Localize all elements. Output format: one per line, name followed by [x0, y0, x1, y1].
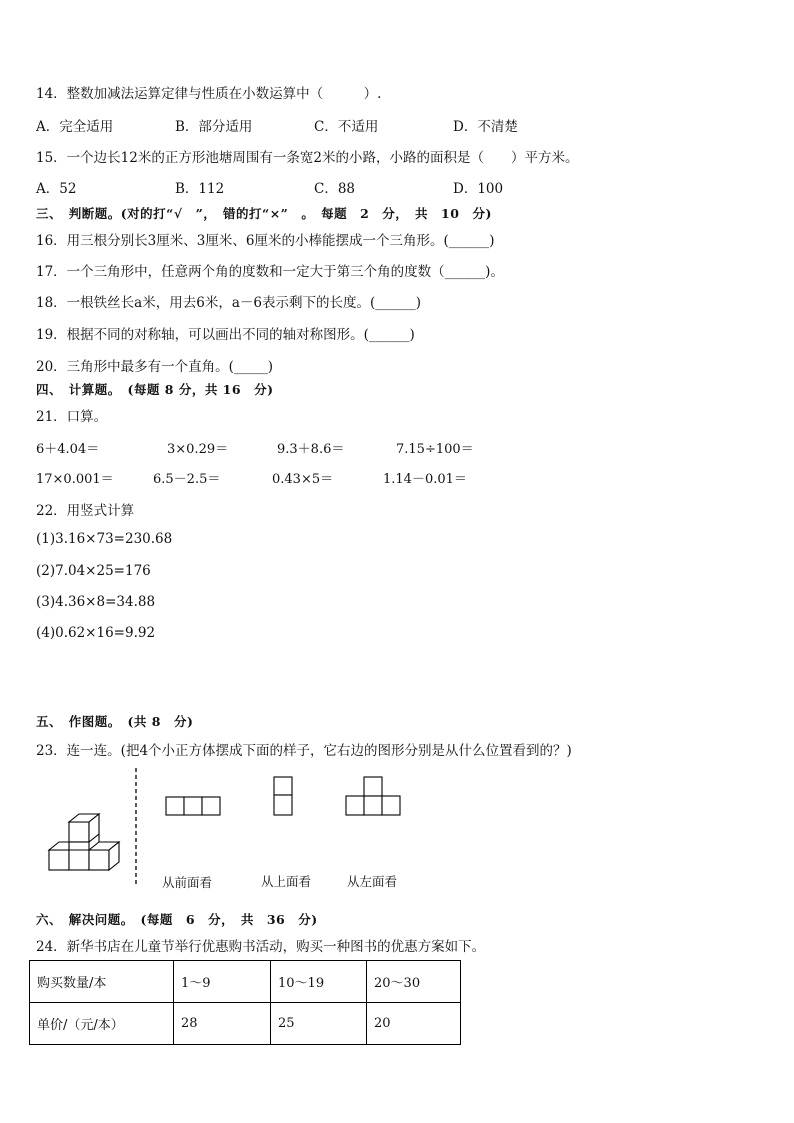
calc-item: 0.43×5＝ — [272, 472, 334, 487]
view-figure-row — [165, 796, 223, 818]
q22-item-3: (3)4.36×8=34.88 — [36, 594, 156, 610]
table-cell: 20～30 — [367, 961, 461, 1003]
q15-option-c: C．88 — [314, 181, 356, 197]
q16-stem: 16．用三根分别长3厘米、3厘米、6厘米的小棒能摆成一个三角形。(______) — [36, 233, 495, 249]
q20-stem: 20．三角形中最多有一个直角。(_____) — [36, 359, 273, 375]
q22-item-4: (4)0.62×16=9.92 — [36, 625, 156, 641]
q23-stem: 23．连一连。(把4个小正方体摆成下面的样子，它右边的图形分别是从什么位置看到的？) — [36, 743, 572, 759]
view-figure-column — [273, 776, 295, 818]
table-cell: 20 — [367, 1003, 461, 1045]
q15-option-b: B．112 — [175, 181, 225, 197]
table-row — [30, 1003, 461, 1045]
cube-stack-figure — [44, 812, 124, 876]
q14-option-b: B．部分适用 — [175, 119, 253, 135]
q19-stem: 19．根据不同的对称轴，可以画出不同的轴对称图形。(______) — [36, 327, 415, 343]
calc-item: 9.3＋8.6＝ — [277, 442, 345, 457]
calc-item: 6.5－2.5＝ — [153, 472, 221, 487]
q14-option-d: D．不清楚 — [453, 119, 518, 135]
q14-stem: 14．整数加减法运算定律与性质在小数运算中（ ）. — [36, 86, 382, 102]
calc-item: 3×0.29＝ — [167, 442, 229, 457]
q22-stem: 22．用竖式计算 — [36, 503, 135, 519]
section3-title: 三、 判断题。(对的打“√ ”， 错的打“×” 。 每题 2 分， 共 10 分) — [36, 206, 492, 221]
table-cell: 25 — [271, 1003, 367, 1045]
section4-title: 四、 计算题。 (每题 8 分，共 16 分) — [36, 382, 274, 397]
table-row — [30, 961, 461, 1003]
caption-left-view: 从左面看 — [347, 874, 398, 889]
section5-title: 五、 作图题。 (共 8 分) — [36, 714, 194, 729]
calc-item: 1.14－0.01＝ — [383, 472, 467, 487]
caption-front-view: 从前面看 — [162, 875, 213, 890]
table-cell: 10～19 — [271, 961, 367, 1003]
table-cell: 单价/（元/本） — [30, 1003, 174, 1045]
q14-option-c: C．不适用 — [314, 119, 379, 135]
table-cell: 购买数量/本 — [30, 961, 174, 1003]
view-figure-t-shape — [345, 776, 403, 818]
q24-stem: 24．新华书店在儿童节举行优惠购书活动，购买一种图书的优惠方案如下。 — [36, 939, 486, 955]
q22-item-2: (2)7.04×25=176 — [36, 563, 151, 579]
table-cell: 28 — [174, 1003, 271, 1045]
calc-item: 7.15÷100＝ — [396, 442, 474, 457]
q22-item-1: (1)3.16×73=230.68 — [36, 531, 173, 547]
caption-top-view: 从上面看 — [261, 874, 312, 889]
price-table — [29, 960, 461, 1045]
calc-item: 17×0.001＝ — [36, 472, 114, 487]
table-cell: 1～9 — [174, 961, 271, 1003]
q15-option-d: D．100 — [453, 181, 504, 197]
q15-stem: 15．一个边长12米的正方形池塘周围有一条宽2米的小路，小路的面积是（ ）平方米。 — [36, 150, 579, 166]
q17-stem: 17．一个三角形中，任意两个角的度数和一定大于第三个角的度数（______)。 — [36, 264, 504, 280]
cube-face — [69, 822, 89, 842]
section6-title: 六、 解决问题。 (每题 6 分， 共 36 分) — [36, 912, 318, 927]
q14-option-a: A．完全适用 — [36, 119, 114, 135]
calc-item: 6＋4.04＝ — [36, 442, 100, 457]
q21-stem: 21．口算。 — [36, 409, 108, 425]
q18-stem: 18．一根铁丝长a米，用去6米，a－6表示剩下的长度。(______) — [36, 295, 421, 311]
q15-option-a: A．52 — [36, 181, 77, 197]
dashed-divider — [134, 768, 138, 886]
